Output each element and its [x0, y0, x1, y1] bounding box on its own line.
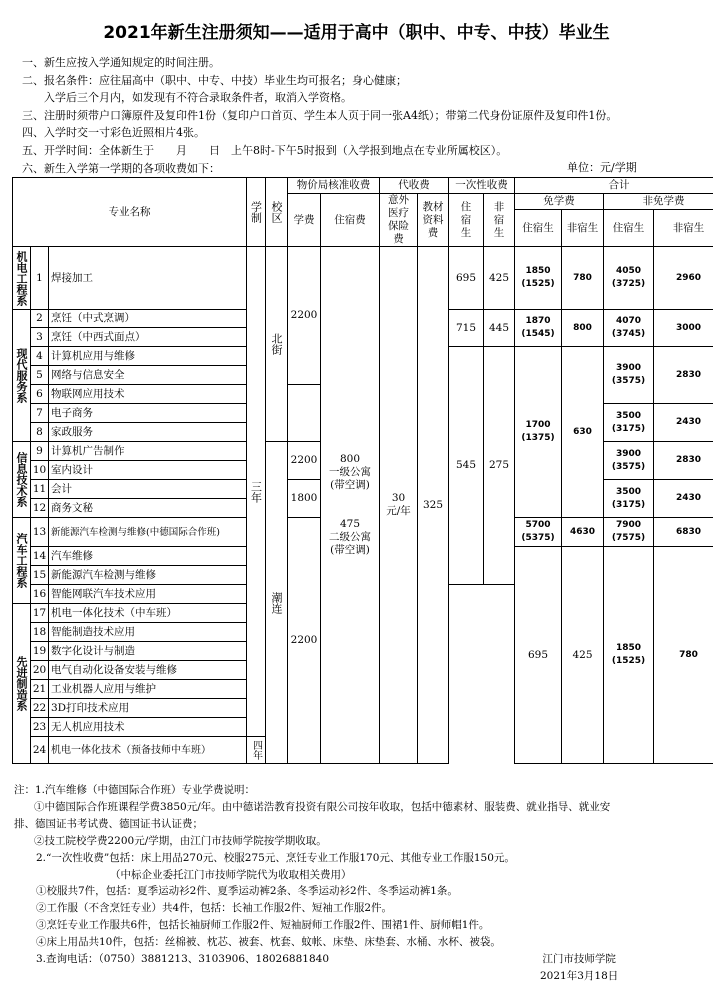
major-name: 室内设计: [49, 461, 247, 480]
notice-item: 二、报名条件：应往届高中（职中、中专、中技）毕业生均可报名；身心健康；: [22, 73, 407, 87]
nonfree-nonboarding: 2960: [654, 247, 713, 310]
dept-cell: 信息技术系: [13, 442, 31, 518]
nonfree-boarding: 7900 (7575): [604, 518, 654, 547]
header-onetime: 一次性收费: [449, 178, 515, 194]
tuition-cell: 2200: [288, 442, 321, 480]
footnote-line: ①校服共7件，包括：夏季运动衫2件、夏季运动裤2条、冬季运动衫2件、冬季运动裤1条。: [36, 885, 458, 898]
row-no: 21: [31, 680, 49, 699]
onetime-nonboarding: 275: [484, 347, 515, 585]
dept-cell: 先进制造系: [13, 604, 31, 764]
header-years: 学制: [247, 178, 266, 247]
nonfree-boarding: 3500 (3175): [604, 404, 654, 442]
major-name: 工业机器人应用与维护: [49, 680, 247, 699]
onetime-boarding: 715: [449, 310, 484, 347]
free-boarding: 1850 (1525): [515, 247, 562, 310]
header-nonfree-boarding: 住宿生: [604, 210, 654, 247]
row-no: 5: [31, 366, 49, 385]
row-no: 7: [31, 404, 49, 423]
row-no: 4: [31, 347, 49, 366]
row-no: 12: [31, 499, 49, 518]
tuition-cell: 2200: [288, 247, 321, 385]
notice-item: 三、注册时须带户口簿原件及复印件1份（复印户口首页、学生本人页于同一张A4纸）；带第二代身份证原件及复印件1份。: [22, 108, 618, 122]
free-nonboarding: 780: [562, 247, 604, 310]
row-no: 18: [31, 623, 49, 642]
years-three: 三年: [247, 247, 266, 737]
campus-beijie: 北街: [266, 247, 288, 442]
page-title: 2021年新生注册须知——适用于高中（职中、中专、中技）毕业生: [103, 23, 610, 43]
row-no: 22: [31, 699, 49, 718]
header-campus: 校区: [266, 178, 288, 247]
row-no: 10: [31, 461, 49, 480]
nonfree-boarding: 4050 (3725): [604, 247, 654, 310]
row-no: 23: [31, 718, 49, 737]
header-free: 免学费: [515, 194, 604, 210]
row-no: 20: [31, 661, 49, 680]
header-onetime-boarding: 住宿生: [449, 194, 484, 247]
row-no: 19: [31, 642, 49, 661]
row-no: 17: [31, 604, 49, 623]
footnote-line: （中标企业委托江门市技师学院代为收取相关费用）: [110, 868, 352, 881]
onetime-nonboarding: 445: [484, 310, 515, 347]
major-name: 电气自动化设备安装与维修: [49, 661, 247, 680]
footnote-line: 2.“一次性收费”包括：床上用品270元、校服275元、烹饪专业工作服170元、其他专业工作服150元。: [36, 851, 515, 864]
onetime-boarding: 695: [449, 247, 484, 310]
header-onetime-nonboarding: 非宿生: [484, 194, 515, 247]
free-boarding: 1700 (1375): [515, 347, 562, 518]
row-no: 1: [31, 247, 49, 310]
onetime-boarding: 695: [515, 547, 562, 764]
nonfree-nonboarding: 2430: [654, 480, 713, 518]
header-textbook: 教材资料费: [418, 194, 449, 247]
footnote-line: 排、德国证书考试费、德国证书认证费；: [14, 817, 203, 830]
nonfree-boarding: 3900 (3575): [604, 442, 654, 480]
issuer-name: 江门市技师学院: [542, 953, 616, 965]
footnotes: [14, 782, 709, 968]
dorm-fee-cell: 800 一级公寓 (带空调) 475 二级公寓 (带空调): [321, 247, 380, 764]
header-free-nonboarding: 非宿生: [562, 210, 604, 247]
free-nonboarding: 800: [562, 310, 604, 347]
free-nonboarding: 630: [562, 347, 604, 518]
header-nonfree-nonboarding: 非宿生: [654, 210, 713, 247]
nonfree-nonboarding: 2830: [654, 347, 713, 404]
major-name: 新能源汽车检测与维修(中德国际合作班): [49, 518, 247, 547]
nonfree-boarding: 4070 (3745): [604, 310, 654, 347]
nonfree-nonboarding: 2430: [654, 404, 713, 442]
header-free-boarding: 住宿生: [515, 210, 562, 247]
free-boarding: 1850 (1525): [604, 547, 654, 764]
major-name: 新能源汽车检测与维修: [49, 566, 247, 585]
header-total: 合计: [515, 178, 713, 194]
row-no: 11: [31, 480, 49, 499]
row-no: 2: [31, 310, 49, 328]
major-name: 网络与信息安全: [49, 366, 247, 385]
years-four: 四年: [247, 737, 266, 764]
major-name: 智能制造技术应用: [49, 623, 247, 642]
signature-block: [540, 951, 618, 985]
major-name: 无人机应用技术: [49, 718, 247, 737]
tuition-cell: [288, 385, 321, 442]
major-name: 会计: [49, 480, 247, 499]
major-name: 家政服务: [49, 423, 247, 442]
row-no: 14: [31, 547, 49, 566]
major-name: 电子商务: [49, 404, 247, 423]
footnote-line: ②工作服（不含烹饪专业）共4件，包括：长袖工作服2件、短袖工作服2件。: [36, 902, 393, 915]
tuition-cell: 1800: [288, 480, 321, 518]
major-name: 3D打印技术应用: [49, 699, 247, 718]
campus-chaolian: 潮连: [266, 442, 288, 764]
major-name: 数字化设计与制造: [49, 642, 247, 661]
header-agency: 代收费: [380, 178, 449, 194]
nonfree-nonboarding: 2830: [654, 442, 713, 480]
notice-item: 四、入学时交一寸彩色近照相片4张。: [22, 126, 205, 140]
major-name: 汽车维修: [49, 547, 247, 566]
row-no: 16: [31, 585, 49, 604]
notice-item: 六、新生入学第一学期的各项收费如下：: [22, 161, 220, 175]
nonfree-nonboarding: 3000: [654, 310, 713, 347]
notice-item: 五、开学时间：全体新生于 月 日 上午8时-下午5时报到（入学报到地点在专业所属校区）。: [22, 143, 508, 157]
issue-date: 2021年3月18日: [540, 970, 619, 982]
footnote-line: ②技工院校学费2200元/学期，由江门市技师学院按学期收取。: [34, 834, 327, 847]
major-name: 机电一体化技术（预备技师中车班）: [49, 737, 247, 764]
notice-item: 入学后三个月内，如发现有不符合录取条件者，取消入学资格。: [22, 91, 352, 105]
major-name: 物联网应用技术: [49, 385, 247, 404]
textbook-cell: 325: [418, 247, 449, 764]
row-no: 8: [31, 423, 49, 442]
fee-table: [12, 177, 713, 764]
free-nonboarding: 780: [654, 547, 713, 764]
major-name: 焊接加工: [49, 247, 247, 310]
header-price-bureau: 物价局核准收费: [288, 178, 380, 194]
row-no: 13: [31, 518, 49, 547]
footnote-line: 3.查询电话：（0750）3881213、3103906、18026881840: [36, 953, 329, 966]
footnote-line: ①中德国际合作班课程学费3850元/年。由中德诺浩教育投资有限公司按年收取，包括中德素材、服装费、就业指导、就业安: [34, 800, 611, 813]
header-insurance: 意外医疗保险费: [380, 194, 418, 247]
major-name: 烹饪（中西式面点）: [49, 328, 247, 347]
row-no: 3: [31, 328, 49, 347]
onetime-nonboarding: 425: [484, 247, 515, 310]
major-name: 机电一体化技术（中车班）: [49, 604, 247, 623]
tuition-cell: 2200: [288, 518, 321, 764]
footnote-line: 注：1.汽车维修（中德国际合作班）专业学费说明：: [14, 784, 256, 796]
major-name: 商务文秘: [49, 499, 247, 518]
row-no: 15: [31, 566, 49, 585]
dept-cell: 机电工程系: [13, 247, 31, 310]
row-no: 24: [31, 737, 49, 764]
footnote-line: ③烹饪专业工作服共6件，包括长袖厨师工作服2件、短袖厨师工作服2件、围裙1件、厨师帽1件。: [36, 919, 490, 932]
major-name: 计算机应用与维修: [49, 347, 247, 366]
header-nonfree: 非免学费: [604, 194, 713, 210]
header-tuition: 学费: [288, 194, 321, 247]
nonfree-boarding: 3900 (3575): [604, 347, 654, 404]
free-nonboarding: 4630: [562, 518, 604, 547]
nonfree-boarding: 3500 (3175): [604, 480, 654, 518]
footnote-line: ④床上用品共10件，包括：丝棉被、枕芯、被套、枕套、蚊帐、床垫、床垫套、水桶、水杯、被袋。: [36, 936, 501, 949]
insurance-cell: 30 元/年: [380, 247, 418, 764]
onetime-boarding: 545: [449, 347, 484, 585]
dept-cell: 汽车工程系: [13, 518, 31, 604]
free-boarding: 1870 (1545): [515, 310, 562, 347]
major-name: 计算机广告制作: [49, 442, 247, 461]
onetime-nonboarding: 425: [562, 547, 604, 764]
nonfree-nonboarding: 6830: [654, 518, 713, 547]
header-major: 专业名称: [13, 178, 247, 247]
free-boarding: 5700 (5375): [515, 518, 562, 547]
header-dorm: 住宿费: [321, 194, 380, 247]
row-no: 9: [31, 442, 49, 461]
dept-cell: 现代服务系: [13, 310, 31, 442]
major-name: 智能网联汽车技术应用: [49, 585, 247, 604]
major-name: 烹饪（中式烹调）: [49, 310, 247, 328]
row-no: 6: [31, 385, 49, 404]
unit-label: 单位：元/学期: [567, 161, 637, 174]
notice-item: 一、新生应按入学通知规定的时间注册。: [22, 56, 220, 69]
